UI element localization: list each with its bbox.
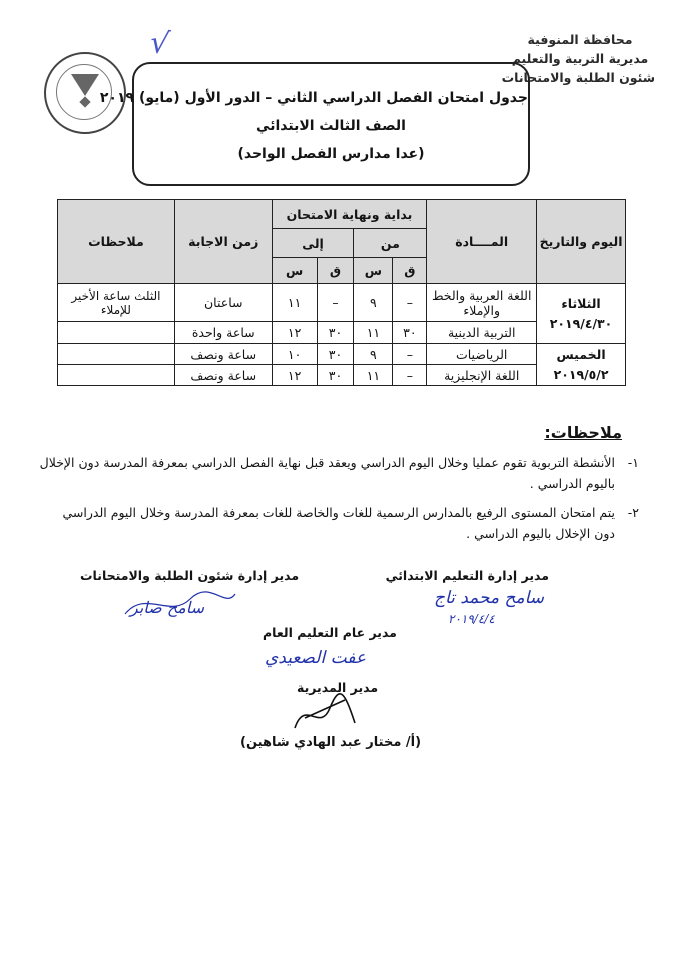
duration-cell: ساعة ونصف: [174, 365, 272, 386]
check-mark-icon: √: [147, 24, 172, 63]
general-director-title: مدير عام التعليم العام: [263, 625, 397, 640]
exam-date: ٢٠١٩/٥/٢: [553, 366, 609, 382]
duration-cell: ساعة ونصف: [174, 344, 272, 365]
from-s-cell: ٩: [354, 344, 393, 365]
org-line-governorate: محافظة المنوفية: [527, 32, 633, 47]
header-notes: ملاحظات: [58, 200, 175, 284]
primary-signature-date: ٢٠١٩/٤/٤: [448, 612, 495, 626]
subject-cell: اللغة العربية والخط والإملاء: [427, 284, 537, 322]
to-s-cell: ١٢: [272, 365, 317, 386]
table-row: [58, 284, 626, 322]
header-subject: المــــادة: [427, 200, 537, 284]
subject-cell: اللغة الإنجليزية: [427, 365, 537, 386]
signature-scribble-icon: [120, 584, 240, 624]
to-q-cell: ٣٠: [317, 344, 354, 365]
subject-cell: التربية الدينية: [427, 322, 537, 344]
exam-schedule-table: [57, 199, 626, 386]
students-director-title: مدير إدارة شئون الطلبة والامتحانات: [80, 568, 300, 583]
from-s-cell: ٩: [354, 284, 393, 322]
day-name: الخميس: [556, 346, 606, 362]
duration-cell: ساعة واحدة: [174, 322, 272, 344]
notes-cell: الثلث ساعة الأخير للإملاء: [58, 284, 175, 322]
from-q-cell: –: [393, 284, 427, 322]
to-s-cell: ١٢: [272, 322, 317, 344]
grade-title: الصف الثالث الابتدائي: [256, 118, 406, 134]
note-number: ١-: [627, 455, 639, 470]
general-director-signature: عفت الصعيدي: [265, 648, 367, 668]
from-q-cell: –: [393, 365, 427, 386]
notes-cell: [58, 344, 175, 365]
title-box: [99, 62, 530, 186]
to-q-cell: –: [317, 284, 354, 322]
duration-cell: ساعتان: [174, 284, 272, 322]
from-q-cell: –: [393, 344, 427, 365]
exam-date: ٢٠١٩/٤/٣٠: [549, 315, 613, 331]
directorate-signature-icon: [285, 688, 365, 738]
day-name: الثلاثاء: [561, 295, 601, 311]
note-text: الأنشطة التربوية تقوم عمليا وخلال اليوم الدراسي ويعقد قبل نهاية الفصل الدراسي بمعرفة المدرسة دون الإخلال باليوم الدراسي .: [39, 455, 615, 491]
day-date-cell: [537, 284, 626, 344]
header-day-date: اليوم والتاريخ: [537, 200, 626, 284]
note-text: يتم امتحان المستوى الرفيع بالمدارس الرسمية للغات والخاصة للغات بمعرفة المدرسة وخلال اليوم الدراسي دون الإخلال باليوم الدراسي .: [62, 505, 615, 541]
header-from-q: ق: [393, 258, 427, 284]
notes-title: ملاحظات:: [544, 423, 622, 442]
subject-cell: الرياضيات: [427, 344, 537, 365]
notes-cell: [58, 322, 175, 344]
from-s-cell: ١١: [354, 365, 393, 386]
list-item: [39, 452, 639, 494]
to-q-cell: ٣٠: [317, 322, 354, 344]
primary-director-signature: سامح محمد تاج: [433, 588, 544, 608]
list-item: [39, 502, 639, 544]
to-s-cell: ١١: [272, 284, 317, 322]
day-date-cell: [537, 344, 626, 386]
exam-title: جدول امتحان الفصل الدراسي الثاني – الدور الأول (مايو) ٢٠١٩: [99, 90, 528, 106]
directorate-director-title: مدير المديرية: [297, 680, 379, 695]
from-s-cell: ١١: [354, 322, 393, 344]
header-from: من: [354, 229, 427, 258]
to-q-cell: ٣٠: [317, 365, 354, 386]
header-to-q: ق: [317, 258, 354, 284]
notes-cell: [58, 365, 175, 386]
from-q-cell: ٣٠: [393, 322, 427, 344]
primary-director-title: مدير إدارة التعليم الابتدائي: [385, 568, 549, 583]
note-number: ٢-: [627, 505, 639, 520]
table-row: [58, 344, 626, 365]
header-to-s: س: [272, 258, 317, 284]
org-line-department: شئون الطلبة والامتحانات: [501, 70, 655, 85]
header-start-end: بداية ونهاية الامتحان: [272, 200, 427, 229]
notes-list: [39, 452, 639, 544]
org-line-directorate: مديرية التربية والتعليم: [511, 51, 649, 66]
header-to: إلى: [272, 229, 354, 258]
directorate-director-name: (أ/ مختار عبد الهادي شاهين): [240, 735, 422, 750]
exclusion-note: (عدا مدارس الفصل الواحد): [237, 146, 425, 162]
header-duration: زمن الاجابة: [174, 200, 272, 284]
header-from-s: س: [354, 258, 393, 284]
students-director-signature: سامح صابر: [130, 598, 205, 617]
to-s-cell: ١٠: [272, 344, 317, 365]
